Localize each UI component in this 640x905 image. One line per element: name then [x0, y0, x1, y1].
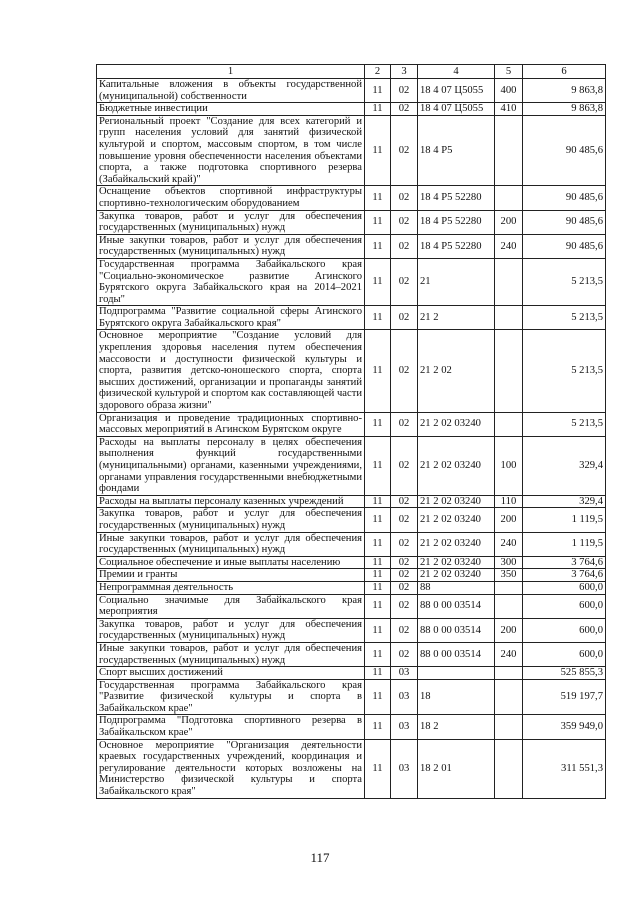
row-section: 11	[365, 715, 391, 739]
header-row	[97, 65, 606, 79]
row-subsection: 02	[391, 436, 418, 495]
row-subsection: 02	[391, 532, 418, 556]
row-amount: 600,0	[523, 642, 606, 666]
row-expense-type	[495, 412, 523, 436]
row-subsection: 03	[391, 667, 418, 680]
row-amount: 5 213,5	[523, 258, 606, 305]
row-target-article: 18	[418, 679, 495, 715]
row-target-article: 18 2	[418, 715, 495, 739]
row-amount: 3 764,6	[523, 569, 606, 582]
row-target-article: 18 4 P5 52280	[418, 210, 495, 234]
row-target-article: 18 4 07 Ц5055	[418, 103, 495, 116]
row-expense-type	[495, 667, 523, 680]
row-target-article: 88 0 00 03514	[418, 642, 495, 666]
row-expense-type: 410	[495, 103, 523, 116]
row-target-article	[418, 667, 495, 680]
row-name: Основное мероприятие "Создание условий для укрепления здоровья населения путем обеспечения массовости и доступности физической культуры и спорта, развития детско-юношеского спорта, спорта высших достижений, организации и пропаганды занятий физической культурой и спортом как составляющей части здорового образа жизни"	[97, 330, 365, 412]
row-subsection: 03	[391, 715, 418, 739]
row-target-article: 21 2 02 03240	[418, 556, 495, 569]
row-expense-type	[495, 581, 523, 594]
row-name: Расходы на выплаты персоналу в целях обеспечения выполнения функций государственными (муниципальными) органами, казенными учреждениями, органами управления государственными внебюджетными фондами	[97, 436, 365, 495]
row-subsection: 02	[391, 642, 418, 666]
row-section: 11	[365, 556, 391, 569]
row-target-article: 18 4 07 Ц5055	[418, 79, 495, 103]
row-amount: 329,4	[523, 436, 606, 495]
row-section: 11	[365, 210, 391, 234]
table-row	[97, 715, 606, 739]
row-expense-type	[495, 679, 523, 715]
table-row	[97, 258, 606, 305]
row-expense-type: 110	[495, 495, 523, 508]
row-name: Иные закупки товаров, работ и услуг для обеспечения государственных (муниципальных) нужд	[97, 234, 365, 258]
row-name: Иные закупки товаров, работ и услуг для обеспечения государственных (муниципальных) нужд	[97, 532, 365, 556]
table-row	[97, 79, 606, 103]
row-name: Закупка товаров, работ и услуг для обеспечения государственных (муниципальных) нужд	[97, 210, 365, 234]
header-col-1: 1	[97, 65, 365, 79]
table-row	[97, 679, 606, 715]
row-subsection: 02	[391, 103, 418, 116]
row-expense-type	[495, 715, 523, 739]
row-expense-type: 240	[495, 234, 523, 258]
row-expense-type: 240	[495, 532, 523, 556]
row-name: Непрограммная деятельность	[97, 581, 365, 594]
row-name: Капитальные вложения в объекты государственной (муниципальной) собственности	[97, 79, 365, 103]
table-row	[97, 412, 606, 436]
row-expense-type: 100	[495, 436, 523, 495]
table-row	[97, 306, 606, 330]
row-subsection: 03	[391, 739, 418, 798]
header-col-4: 4	[418, 65, 495, 79]
row-section: 11	[365, 569, 391, 582]
table-body	[97, 79, 606, 799]
table-row	[97, 569, 606, 582]
header-col-6: 6	[523, 65, 606, 79]
row-target-article: 88	[418, 581, 495, 594]
row-target-article: 88 0 00 03514	[418, 618, 495, 642]
row-subsection: 02	[391, 186, 418, 210]
table-row	[97, 234, 606, 258]
row-subsection: 03	[391, 679, 418, 715]
row-name: Закупка товаров, работ и услуг для обеспечения государственных (муниципальных) нужд	[97, 618, 365, 642]
table-row	[97, 556, 606, 569]
row-target-article: 21 2 02 03240	[418, 532, 495, 556]
table-row	[97, 330, 606, 412]
row-name: Региональный проект "Создание для всех категорий и групп населения условий для занятий физической культурой и спортом, массовым спортом, в том числе повышение уровня обеспеченности населения объектами спорта, а также подготовка спортивного резерва (Забайкальский край)"	[97, 115, 365, 186]
row-subsection: 02	[391, 412, 418, 436]
row-expense-type: 300	[495, 556, 523, 569]
row-amount: 5 213,5	[523, 306, 606, 330]
row-amount: 329,4	[523, 495, 606, 508]
row-name: Государственная программа Забайкальского края "Социально-экономическое развитие Агинского Бурятского округа Забайкальского края на 2014–2021 годы"	[97, 258, 365, 305]
row-subsection: 02	[391, 495, 418, 508]
row-section: 11	[365, 234, 391, 258]
row-amount: 519 197,7	[523, 679, 606, 715]
row-section: 11	[365, 103, 391, 116]
row-target-article: 21	[418, 258, 495, 305]
row-section: 11	[365, 306, 391, 330]
row-amount: 359 949,0	[523, 715, 606, 739]
row-name: Премии и гранты	[97, 569, 365, 582]
row-name: Оснащение объектов спортивной инфраструктуры спортивно-технологическим оборудованием	[97, 186, 365, 210]
row-expense-type: 200	[495, 210, 523, 234]
row-expense-type	[495, 115, 523, 186]
row-name: Подпрограмма "Развитие социальной сферы Агинского Бурятского округа Забайкальского края"	[97, 306, 365, 330]
row-expense-type: 200	[495, 618, 523, 642]
row-amount: 9 863,8	[523, 103, 606, 116]
table-row	[97, 436, 606, 495]
row-subsection: 02	[391, 258, 418, 305]
row-amount: 90 485,6	[523, 234, 606, 258]
row-name: Бюджетные инвестиции	[97, 103, 365, 116]
row-section: 11	[365, 412, 391, 436]
row-subsection: 02	[391, 210, 418, 234]
row-section: 11	[365, 115, 391, 186]
header-col-3: 3	[391, 65, 418, 79]
table-row	[97, 508, 606, 532]
row-section: 11	[365, 667, 391, 680]
table-row	[97, 210, 606, 234]
row-amount: 600,0	[523, 581, 606, 594]
table-row	[97, 186, 606, 210]
row-section: 11	[365, 79, 391, 103]
row-expense-type	[495, 258, 523, 305]
row-amount: 90 485,6	[523, 186, 606, 210]
row-subsection: 02	[391, 234, 418, 258]
row-section: 11	[365, 532, 391, 556]
row-section: 11	[365, 642, 391, 666]
table-row	[97, 618, 606, 642]
table-row	[97, 103, 606, 116]
row-target-article: 21 2 02	[418, 330, 495, 412]
row-subsection: 02	[391, 556, 418, 569]
row-amount: 90 485,6	[523, 115, 606, 186]
row-name: Иные закупки товаров, работ и услуг для обеспечения государственных (муниципальных) нужд	[97, 642, 365, 666]
row-name: Государственная программа Забайкальского края "Развитие физической культуры и спорта в Забайкальском крае"	[97, 679, 365, 715]
row-target-article: 21 2 02 03240	[418, 569, 495, 582]
row-section: 11	[365, 679, 391, 715]
table-row	[97, 642, 606, 666]
row-amount: 9 863,8	[523, 79, 606, 103]
row-subsection: 02	[391, 594, 418, 618]
row-section: 11	[365, 618, 391, 642]
row-amount: 600,0	[523, 618, 606, 642]
row-section: 11	[365, 739, 391, 798]
row-expense-type	[495, 186, 523, 210]
row-amount: 1 119,5	[523, 532, 606, 556]
row-section: 11	[365, 330, 391, 412]
row-target-article: 18 4 P5 52280	[418, 234, 495, 258]
row-name: Спорт высших достижений	[97, 667, 365, 680]
row-subsection: 02	[391, 581, 418, 594]
table-row	[97, 667, 606, 680]
header-col-5: 5	[495, 65, 523, 79]
row-amount: 90 485,6	[523, 210, 606, 234]
row-amount: 5 213,5	[523, 330, 606, 412]
row-section: 11	[365, 495, 391, 508]
row-amount: 5 213,5	[523, 412, 606, 436]
row-name: Социально значимые для Забайкальского края мероприятия	[97, 594, 365, 618]
header-col-2: 2	[365, 65, 391, 79]
row-section: 11	[365, 508, 391, 532]
row-target-article: 21 2	[418, 306, 495, 330]
row-name: Расходы на выплаты персоналу казенных учреждений	[97, 495, 365, 508]
row-target-article: 21 2 02 03240	[418, 495, 495, 508]
row-expense-type	[495, 594, 523, 618]
table-row	[97, 739, 606, 798]
row-amount: 1 119,5	[523, 508, 606, 532]
row-name: Основное мероприятие "Организация деятельности краевых государственных учреждений, координация и регулирование деятельности которых возложены на Министерство физической культуры и спорта Забайкальского края"	[97, 739, 365, 798]
row-subsection: 02	[391, 306, 418, 330]
row-section: 11	[365, 581, 391, 594]
row-name: Закупка товаров, работ и услуг для обеспечения государственных (муниципальных) нужд	[97, 508, 365, 532]
row-subsection: 02	[391, 330, 418, 412]
page-number: 117	[310, 850, 330, 865]
row-expense-type: 200	[495, 508, 523, 532]
row-section: 11	[365, 594, 391, 618]
row-subsection: 02	[391, 569, 418, 582]
table-row	[97, 532, 606, 556]
row-subsection: 02	[391, 508, 418, 532]
row-expense-type	[495, 306, 523, 330]
row-expense-type	[495, 739, 523, 798]
row-section: 11	[365, 186, 391, 210]
table-row	[97, 594, 606, 618]
row-section: 11	[365, 436, 391, 495]
row-target-article: 88 0 00 03514	[418, 594, 495, 618]
row-name: Подпрограмма "Подготовка спортивного резерва в Забайкальском крае"	[97, 715, 365, 739]
row-target-article: 21 2 02 03240	[418, 412, 495, 436]
table-row	[97, 495, 606, 508]
row-name: Организация и проведение традиционных спортивно-массовых мероприятий в Агинском Бурятском округе	[97, 412, 365, 436]
row-amount: 600,0	[523, 594, 606, 618]
row-subsection: 02	[391, 115, 418, 186]
row-amount: 311 551,3	[523, 739, 606, 798]
row-subsection: 02	[391, 79, 418, 103]
row-section: 11	[365, 258, 391, 305]
row-subsection: 02	[391, 618, 418, 642]
row-expense-type: 240	[495, 642, 523, 666]
row-target-article: 18 4 P5	[418, 115, 495, 186]
row-expense-type: 350	[495, 569, 523, 582]
row-target-article: 18 2 01	[418, 739, 495, 798]
table-row	[97, 581, 606, 594]
row-amount: 525 855,3	[523, 667, 606, 680]
row-expense-type	[495, 330, 523, 412]
row-target-article: 18 4 P5 52280	[418, 186, 495, 210]
row-target-article: 21 2 02 03240	[418, 508, 495, 532]
row-amount: 3 764,6	[523, 556, 606, 569]
row-expense-type: 400	[495, 79, 523, 103]
table-row	[97, 115, 606, 186]
budget-table	[96, 64, 606, 799]
row-target-article: 21 2 02 03240	[418, 436, 495, 495]
row-name: Социальное обеспечение и иные выплаты населению	[97, 556, 365, 569]
